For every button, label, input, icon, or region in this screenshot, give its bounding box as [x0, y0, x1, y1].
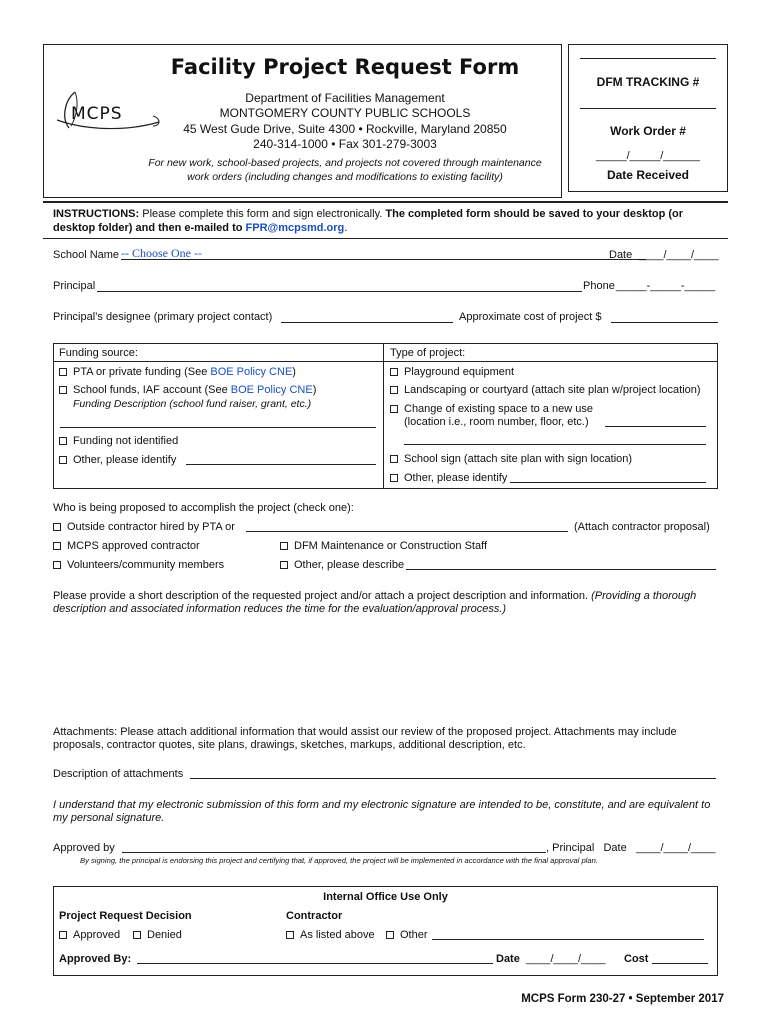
policy-link-1[interactable]: BOE Policy CNE — [210, 366, 293, 378]
checkbox[interactable] — [53, 523, 61, 531]
type-sign[interactable] — [390, 453, 632, 465]
approved-by-label: Approved by — [53, 842, 115, 854]
fund-description: Funding Description (school fund raiser, grant, etc.) — [73, 398, 312, 410]
checkbox[interactable] — [59, 368, 67, 376]
signature-note: By signing, the principal is endorsing this project and certifying that, if approved, the project will be implemented in accordance with the final approval plan. — [80, 856, 598, 865]
funding-school[interactable] — [59, 384, 316, 396]
funding-other-label: Other, please identify — [73, 454, 177, 466]
contractor-dfm-label: DFM Maintenance or Construction Staff — [294, 540, 487, 552]
checkbox[interactable] — [390, 386, 398, 394]
decision-approved-label: Approved — [73, 929, 121, 941]
phone-fax: 240-314-1000 • Fax 301-279-3003 — [253, 137, 437, 151]
instructions-label: INSTRUCTIONS: — [53, 208, 140, 220]
contractor-mcps-label: MCPS approved contractor — [67, 540, 200, 552]
checkbox[interactable] — [390, 455, 398, 463]
email-link[interactable]: FPR@mcpsmd.org — [245, 222, 345, 234]
funding-other-line[interactable] — [186, 464, 376, 465]
project-description-prompt — [53, 590, 718, 616]
work-order-line[interactable] — [580, 108, 716, 109]
address: 45 West Gude Drive, Suite 4300 • Rockville, Maryland 20850 — [183, 122, 507, 136]
school-name-row — [53, 246, 719, 261]
funding-type-divider — [383, 343, 384, 489]
decision-approved[interactable] — [59, 929, 120, 941]
dfm-tracking-line[interactable] — [580, 58, 716, 59]
office-approved-by-label: Approved By: — [59, 953, 132, 965]
work-order-label: Work Order # — [610, 124, 686, 138]
signature-date-blank[interactable]: ____/____/____ — [636, 842, 716, 854]
contractor-attach: (Attach contractor proposal) — [574, 521, 710, 533]
checkbox[interactable] — [280, 542, 288, 550]
funding-type-box — [53, 343, 718, 489]
school-system-name: MONTGOMERY COUNTY PUBLIC SCHOOLS — [219, 106, 471, 120]
type-other[interactable] — [390, 472, 507, 484]
designee-label: Principal’s designee (primary project contact) — [53, 311, 273, 323]
funding-header: Funding source: — [59, 347, 138, 359]
instructions-bottom-rule — [43, 238, 728, 239]
type-change-label: Change of existing space to a new use — [404, 403, 593, 415]
contractor-outside-line[interactable] — [246, 531, 568, 532]
checkbox[interactable] — [53, 561, 61, 569]
contractor-volunteers-label: Volunteers/community members — [67, 559, 225, 571]
contractor-dfm[interactable] — [280, 540, 487, 552]
page-title: Facility Project Request Form — [170, 55, 520, 79]
checkbox[interactable] — [59, 386, 67, 394]
date-label: Date — [609, 249, 633, 261]
project-description-area[interactable] — [53, 620, 718, 720]
attachments-desc-label: Description of attachments — [53, 768, 184, 780]
contractor-outside[interactable] — [53, 521, 235, 533]
office-other-label: Other — [400, 929, 428, 941]
approved-by-line[interactable] — [122, 852, 546, 853]
checkbox[interactable] — [286, 931, 294, 939]
school-select-value: -- Choose One -- — [121, 246, 202, 260]
approx-cost-input[interactable] — [611, 313, 718, 323]
close-paren: ) — [312, 384, 317, 396]
checkbox[interactable] — [390, 474, 398, 482]
type-location: (location i.e., room number, floor, etc.) — [404, 416, 589, 428]
type-playground[interactable] — [390, 366, 514, 378]
contractor-volunteers[interactable] — [53, 559, 224, 571]
date-received-label: Date Received — [606, 168, 690, 182]
instructions-text: Please complete this form and sign electronically. — [139, 208, 386, 220]
checkbox[interactable] — [390, 405, 398, 413]
funding-not-identified[interactable] — [59, 435, 178, 447]
checkbox[interactable] — [59, 456, 67, 464]
dfm-tracking-label: DFM TRACKING # — [596, 75, 700, 89]
principal-input[interactable] — [97, 282, 582, 292]
office-date-label: Date — [496, 953, 520, 965]
signature-statement: I understand that my electronic submission of this form and my electronic signature are intended to be, constitute, and are equivalent to my personal signature. — [53, 799, 711, 824]
office-other-line[interactable] — [432, 939, 704, 940]
phone-blank[interactable]: _____-_____-_____ — [616, 280, 716, 292]
date-received-blank[interactable]: _____/_____/______ — [596, 150, 700, 162]
contractor-outside-label: Outside contractor hired by PTA or — [67, 521, 235, 533]
logo-text: MCPS — [71, 104, 123, 124]
type-landscaping[interactable] — [390, 384, 701, 396]
decision-denied[interactable] — [133, 929, 182, 941]
checkbox[interactable] — [390, 368, 398, 376]
instructions-end: . — [344, 222, 348, 234]
contractor-mcps[interactable] — [53, 540, 200, 552]
checkbox[interactable] — [133, 931, 141, 939]
fund-description-line[interactable] — [60, 427, 376, 428]
contractor-other-line[interactable] — [406, 569, 716, 570]
office-cost-label: Cost — [624, 953, 649, 965]
mcps-logo — [55, 88, 165, 136]
school-name-label: School Name — [53, 249, 120, 261]
checkbox[interactable] — [53, 542, 61, 550]
type-location-line[interactable] — [605, 426, 706, 427]
office-cost-line[interactable] — [652, 963, 708, 964]
header-note: For new work, school-based projects, and projects not covered through maintenance work orders (including changes and modifications to existing facility) — [148, 157, 542, 183]
type-sign-label: School sign (attach site plan with sign location) — [404, 453, 633, 465]
description-italic: (Providing a thorough description and associated information reduces the time for the evaluation/approval process.) — [53, 590, 697, 615]
funding-pta-label: PTA or private funding (See — [73, 366, 211, 378]
office-as-listed[interactable] — [286, 929, 375, 941]
office-date-blank[interactable]: ____/____/____ — [526, 953, 606, 965]
checkbox[interactable] — [59, 931, 67, 939]
decision-label: Project Request Decision — [59, 910, 192, 922]
phone-label: Phone — [583, 280, 615, 292]
type-other-line[interactable] — [510, 482, 706, 483]
form-footer: MCPS Form 230-27 • September 2017 — [521, 993, 724, 1005]
principal-row — [53, 280, 718, 292]
close-paren: ) — [292, 366, 296, 378]
type-header: Type of project: — [390, 347, 466, 359]
checkbox[interactable] — [280, 561, 288, 569]
instructions-bold: The completed form should be saved to your desktop (or desktop folder) and then e-mailed to — [53, 208, 684, 234]
contractor-question: Who is being proposed to accomplish the project (check one): — [53, 502, 354, 514]
office-contractor-label: Contractor — [286, 910, 343, 922]
checkbox[interactable] — [59, 437, 67, 445]
instructions-rule — [43, 201, 728, 203]
policy-link-2[interactable]: BOE Policy CNE — [230, 384, 313, 396]
contractor-other[interactable] — [280, 559, 404, 571]
type-change[interactable] — [390, 403, 593, 415]
school-name-select[interactable] — [121, 246, 646, 260]
type-landscaping-label: Landscaping or courtyard (attach site plan w/project location) — [404, 384, 701, 396]
attachments-text: Attachments: Please attach additional information that would assist our review of the proposed project. Attachments may include proposals, contractor quotes, site plans, drawings, sketches, markups, additional description, etc. — [53, 726, 677, 751]
principal-label: Principal — [53, 280, 96, 292]
funding-school-label: School funds, IAF account (See — [73, 384, 231, 396]
attachments-desc-line[interactable] — [190, 778, 716, 779]
description-text: Please provide a short description of the requested project and/or attach a project description and information. — [53, 590, 592, 602]
designee-input[interactable] — [281, 313, 453, 323]
internal-office-header: Internal Office Use Only — [323, 891, 448, 903]
principal-date-label: , Principal Date — [546, 842, 627, 854]
funding-pta[interactable] — [59, 366, 296, 378]
designee-row — [53, 311, 718, 323]
contractor-other-label: Other, please describe — [294, 559, 405, 571]
funding-not-identified-label: Funding not identified — [73, 435, 179, 447]
dept-name: Department of Facilities Management — [245, 91, 445, 105]
office-as-listed-label: As listed above — [300, 929, 375, 941]
approx-cost-label: Approximate cost of project $ — [459, 311, 602, 323]
decision-denied-label: Denied — [147, 929, 182, 941]
office-other[interactable] — [386, 929, 428, 941]
type-other-label: Other, please identify — [404, 472, 508, 484]
type-location-line-2[interactable] — [404, 444, 706, 445]
instructions — [53, 207, 725, 235]
funding-other[interactable] — [59, 454, 176, 466]
funding-header-rule — [53, 361, 718, 362]
checkbox[interactable] — [386, 931, 394, 939]
office-approved-by-line[interactable] — [137, 963, 493, 964]
type-playground-label: Playground equipment — [404, 366, 515, 378]
date-blank[interactable]: ____/____/____ — [639, 249, 719, 261]
